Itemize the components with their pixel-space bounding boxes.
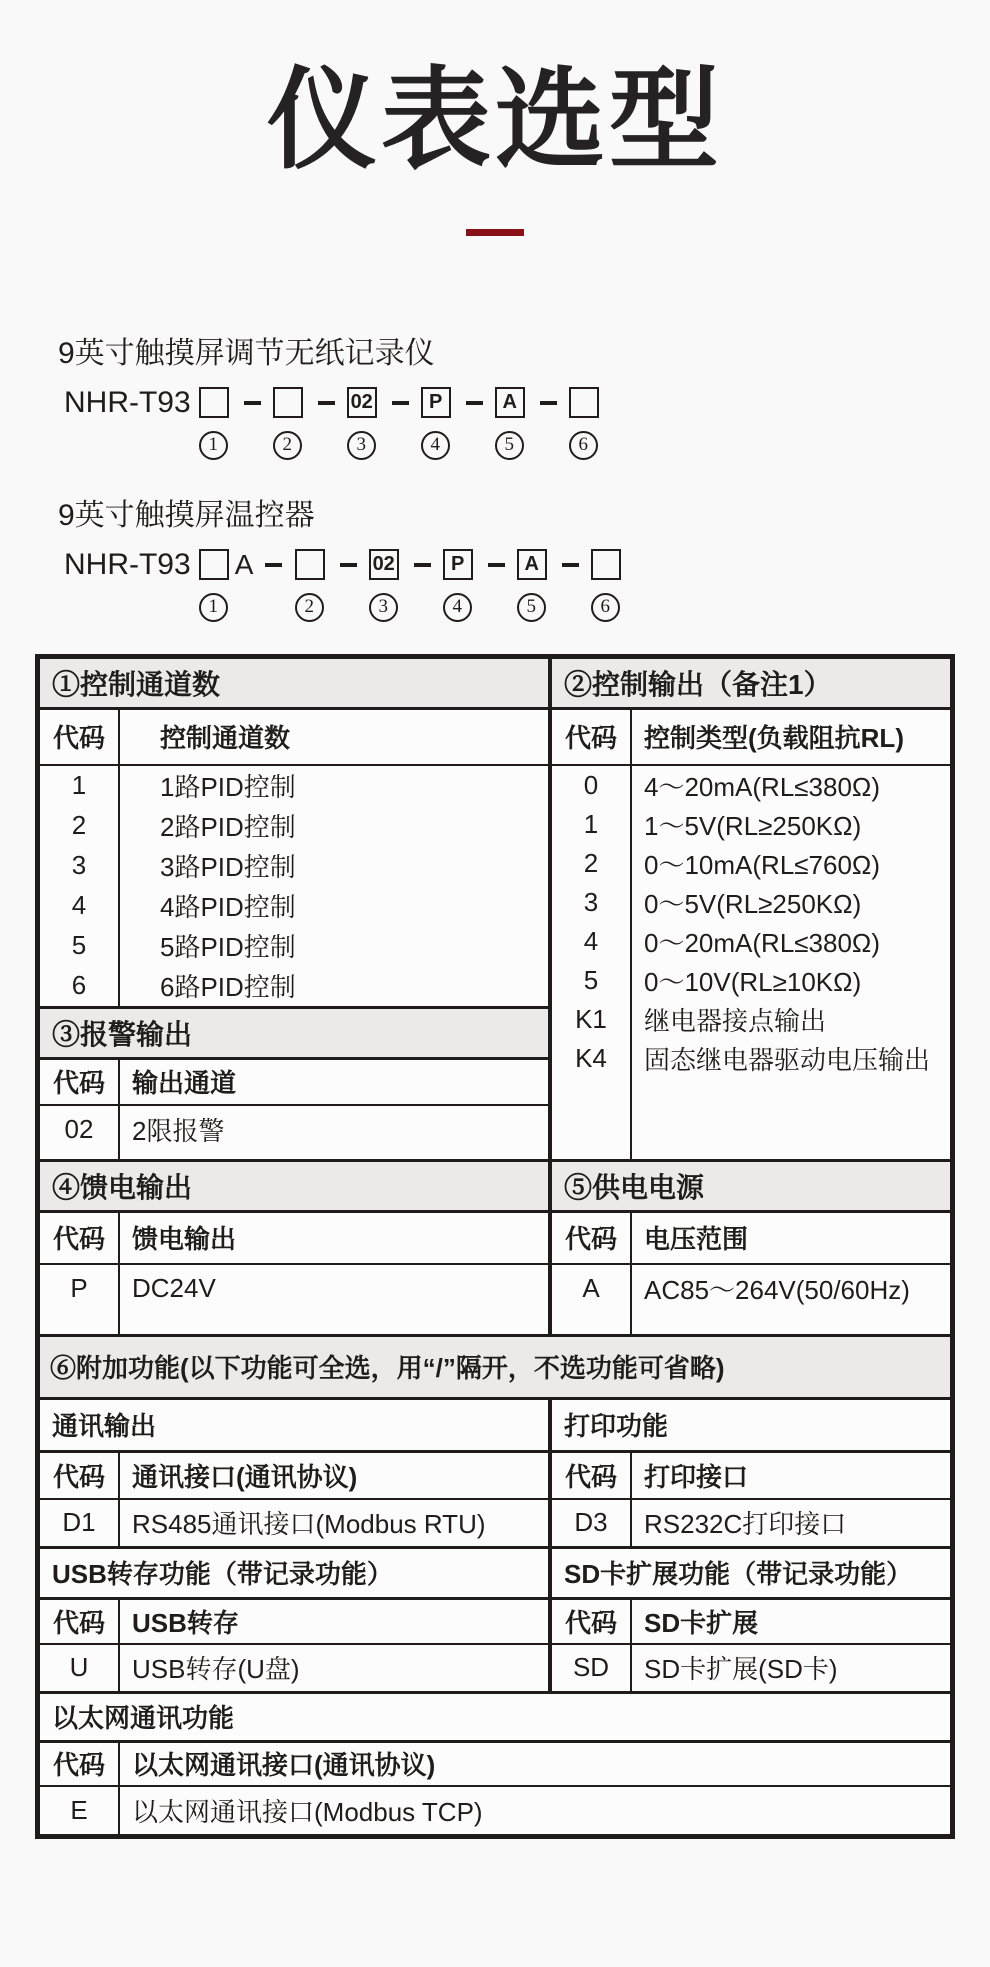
table-band-3a	[40, 1400, 950, 1546]
model-heading: 9英寸触摸屏调节无纸记录仪	[58, 336, 435, 370]
code-cell: K1	[575, 1003, 607, 1034]
table-row	[552, 1265, 950, 1313]
model-code-box-empty	[273, 387, 303, 418]
desc-header-cell: 输出通道	[132, 1068, 237, 1098]
code-cell: 5	[71, 930, 87, 960]
model-code-box-empty	[569, 387, 599, 418]
subsection-print-function	[552, 1400, 950, 1546]
page-title: 仪表选型	[267, 59, 723, 182]
table-row	[40, 966, 548, 1006]
model-code-slot	[361, 546, 435, 622]
desc-cell: 0～10V(RL≥10KΩ)	[644, 966, 862, 997]
desc-cell: 固态继电器驱动电压输出	[644, 1044, 931, 1075]
section-rows	[40, 1265, 548, 1334]
model-code-box-filled: A	[495, 387, 525, 418]
code-cell: 0	[583, 769, 599, 800]
code-header-cell: 代码	[564, 1607, 617, 1638]
code-cell: SD	[572, 1652, 610, 1682]
circled-number-marker: 4	[443, 593, 472, 622]
model-code-slot-top	[265, 384, 339, 422]
section-header: ①控制通道数	[40, 659, 548, 710]
column-header-row	[552, 1213, 950, 1265]
model-code-slot	[191, 546, 287, 622]
model-suffix-letter: A	[234, 548, 254, 580]
code-header-cell: 代码	[52, 1750, 105, 1780]
model-code-slot	[339, 384, 413, 460]
subsection-header: USB转存功能（带记录功能）	[40, 1549, 548, 1600]
model-code-line	[64, 546, 990, 622]
table-row	[40, 846, 548, 886]
desc-header-cell: 打印接口	[644, 1461, 749, 1492]
desc-header-cell: 以太网通讯接口(通讯协议)	[132, 1750, 436, 1780]
model-code-box-empty	[591, 549, 621, 580]
table-row	[40, 926, 548, 966]
desc-cell: 0～5V(RL≥250KΩ)	[644, 888, 862, 919]
model-code-box-empty	[199, 387, 229, 418]
subsection-header: 以太网通讯功能	[40, 1694, 950, 1743]
column-header-row	[40, 1600, 548, 1645]
subsection-header: 通讯输出	[40, 1400, 548, 1453]
model-code-slot	[561, 384, 635, 460]
code-header-cell: 代码	[564, 1461, 617, 1492]
desc-cell: 4～20mA(RL≤380Ω)	[644, 771, 881, 802]
desc-cell: RS232C打印接口	[644, 1509, 847, 1539]
section-header: ③报警输出	[40, 1006, 548, 1060]
code-cell: 02	[64, 1114, 94, 1144]
code-header-cell: 代码	[52, 723, 105, 753]
desc-header-cell: 通讯接口(通讯协议)	[132, 1461, 358, 1492]
section-rows	[552, 1500, 950, 1546]
table-row	[552, 1645, 950, 1691]
column-header-row	[40, 1453, 548, 1500]
desc-cell: 1～5V(RL≥250KΩ)	[644, 810, 862, 841]
model-prefix: NHR-T93	[64, 547, 191, 581]
circled-number-marker: 4	[421, 431, 450, 460]
section-power-supply	[552, 1162, 950, 1334]
model-code-units	[191, 384, 635, 460]
desc-header-cell: USB转存	[132, 1607, 239, 1638]
subsection-ethernet	[40, 1691, 950, 1834]
desc-cell: AC85～264V(50/60Hz)	[644, 1275, 910, 1305]
code-cell: 1	[583, 808, 599, 839]
model-code-slot	[191, 384, 265, 460]
code-cell: D1	[62, 1507, 96, 1537]
section-additional-functions-header: ⑥附加功能(以下功能可全选，用“/”隔开，不选功能可省略)	[40, 1334, 950, 1400]
code-cell: 2	[583, 847, 599, 878]
table-row	[40, 766, 548, 806]
table-row	[552, 766, 950, 805]
section-alarm-output	[40, 1006, 548, 1159]
model-code-slot-top	[561, 384, 635, 422]
model-code-slot-top	[339, 384, 413, 422]
column-header-row	[552, 710, 950, 766]
circled-number-marker: 2	[295, 593, 324, 622]
subsection-comm-output	[40, 1400, 552, 1546]
desc-cell: 5路PID控制	[160, 932, 296, 962]
subsection-header: SD卡扩展功能（带记录功能）	[552, 1549, 950, 1600]
code-cell: K4	[575, 1042, 607, 1073]
desc-cell: 1路PID控制	[160, 772, 296, 802]
title-accent-dash	[466, 229, 524, 236]
model-code-slot-top	[583, 546, 657, 584]
desc-header-cell: 控制通道数	[160, 723, 291, 753]
table-row	[40, 886, 548, 926]
section-control-channels	[40, 659, 548, 1006]
desc-cell: 0～10mA(RL≤760Ω)	[644, 849, 881, 880]
section-header: ②控制输出（备注1）	[552, 659, 950, 710]
section-rows	[40, 1787, 950, 1835]
desc-header-cell: 电压范围	[644, 1224, 749, 1254]
desc-cell: 3路PID控制	[160, 852, 296, 882]
table-row	[40, 1645, 548, 1691]
code-cell: 3	[71, 850, 87, 880]
circled-number-marker: 5	[517, 593, 546, 622]
model-code-slot	[413, 384, 487, 460]
column-header-row	[40, 1060, 548, 1106]
section-rows	[40, 766, 548, 1006]
model-code-slot	[583, 546, 657, 622]
code-header-cell: 代码	[564, 1224, 617, 1254]
model-code-line	[64, 384, 990, 460]
code-cell: 6	[71, 970, 87, 1000]
code-header-cell: 代码	[564, 723, 617, 753]
band1-left	[40, 659, 552, 1159]
table-row	[552, 1000, 950, 1039]
circled-number-marker: 1	[199, 593, 228, 622]
section-control-output	[552, 659, 950, 1159]
desc-header-cell: 控制类型(负载阻抗RL)	[644, 723, 904, 753]
model-code-slot	[435, 546, 509, 622]
model-code-slot-top	[361, 546, 435, 584]
desc-cell: 以太网通讯接口(Modbus TCP)	[132, 1797, 483, 1827]
desc-header-cell: SD卡扩展	[644, 1607, 759, 1638]
model-prefix: NHR-T93	[64, 385, 191, 419]
model-code-box-filled: 02	[347, 387, 377, 418]
desc-cell: 0～20mA(RL≤380Ω)	[644, 927, 881, 958]
table-row	[40, 1265, 548, 1313]
model-code-units	[191, 546, 657, 622]
code-cell: E	[70, 1795, 88, 1825]
table-row	[552, 922, 950, 961]
model-code-slot	[265, 384, 339, 460]
code-cell: D3	[574, 1507, 608, 1537]
desc-cell: DC24V	[132, 1273, 216, 1303]
section-feed-output	[40, 1162, 552, 1334]
section-rows	[40, 1500, 548, 1546]
code-cell: P	[70, 1273, 88, 1303]
section-header: ④馈电输出	[40, 1162, 548, 1213]
table-row	[40, 1787, 950, 1835]
code-cell: 1	[71, 770, 87, 800]
code-header-cell: 代码	[52, 1068, 105, 1098]
section-rows	[552, 766, 950, 1159]
table-row	[552, 1500, 950, 1546]
code-cell: 4	[583, 925, 599, 956]
model-code-box-filled: P	[443, 549, 473, 580]
table-band-1	[40, 659, 950, 1159]
column-header-row	[552, 1453, 950, 1500]
model-code-box-filled: A	[517, 549, 547, 580]
column-header-row	[552, 1600, 950, 1645]
table-row	[552, 883, 950, 922]
model-heading: 9英寸触摸屏温控器	[58, 498, 315, 532]
column-header-row	[40, 710, 548, 766]
model-code-slot-top	[435, 546, 509, 584]
desc-header-cell: 馈电输出	[132, 1224, 237, 1254]
desc-cell: RS485通讯接口(Modbus RTU)	[132, 1509, 486, 1539]
code-cell: U	[69, 1652, 89, 1682]
column-header-row	[40, 1213, 548, 1265]
circled-number-marker: 6	[569, 431, 598, 460]
model-code-slot	[287, 546, 361, 622]
desc-cell: 6路PID控制	[160, 972, 296, 1002]
code-cell: 3	[583, 886, 599, 917]
section-rows	[552, 1265, 950, 1334]
table-band-2	[40, 1159, 950, 1334]
model-code-slot	[509, 546, 583, 622]
code-cell: 4	[71, 890, 87, 920]
code-header-cell: 代码	[52, 1461, 105, 1492]
model-code-slot-top	[487, 384, 561, 422]
model-block-temp-controller	[58, 490, 990, 622]
model-code-slot-top	[509, 546, 583, 584]
table-row	[552, 1039, 950, 1078]
code-cell: 2	[71, 810, 87, 840]
model-code-box-filled: 02	[369, 549, 399, 580]
section-rows	[40, 1645, 548, 1691]
section-rows	[552, 1645, 950, 1691]
circled-number-marker: 3	[347, 431, 376, 460]
model-code-slot-top	[287, 546, 361, 584]
desc-cell: 2路PID控制	[160, 812, 296, 842]
model-block-recorder	[58, 328, 990, 460]
desc-cell: SD卡扩展(SD卡)	[644, 1654, 838, 1684]
subsection-sd-card	[552, 1549, 950, 1691]
selection-table	[35, 654, 955, 1839]
model-code-box-empty	[295, 549, 325, 580]
circled-number-marker: 3	[369, 593, 398, 622]
model-code-slot-top	[191, 546, 287, 584]
column-header-row	[40, 1743, 950, 1787]
circled-number-marker: 2	[273, 431, 302, 460]
desc-cell: 2限报警	[132, 1116, 225, 1146]
model-code-slot-top	[191, 384, 265, 422]
circled-number-marker: 1	[199, 431, 228, 460]
table-row	[552, 844, 950, 883]
desc-cell: 4路PID控制	[160, 892, 296, 922]
subsection-usb-transfer	[40, 1549, 552, 1691]
desc-cell: USB转存(U盘)	[132, 1654, 300, 1684]
code-cell: A	[582, 1273, 600, 1303]
section-header: ⑤供电电源	[552, 1162, 950, 1213]
code-header-cell: 代码	[52, 1224, 105, 1254]
section-rows	[40, 1106, 548, 1159]
code-header-cell: 代码	[52, 1607, 105, 1638]
model-code-slot-top	[413, 384, 487, 422]
table-row	[40, 1106, 548, 1154]
table-row	[40, 1500, 548, 1546]
model-code-box-empty	[199, 549, 229, 580]
table-row	[552, 961, 950, 1000]
desc-cell: 继电器接点输出	[644, 1005, 827, 1036]
code-cell: 5	[583, 964, 599, 995]
circled-number-marker: 5	[495, 431, 524, 460]
circled-number-marker: 6	[591, 593, 620, 622]
table-band-3b	[40, 1546, 950, 1691]
table-row	[552, 805, 950, 844]
table-row	[40, 806, 548, 846]
model-code-slot	[487, 384, 561, 460]
model-code-box-filled: P	[421, 387, 451, 418]
subsection-header: 打印功能	[552, 1400, 950, 1453]
